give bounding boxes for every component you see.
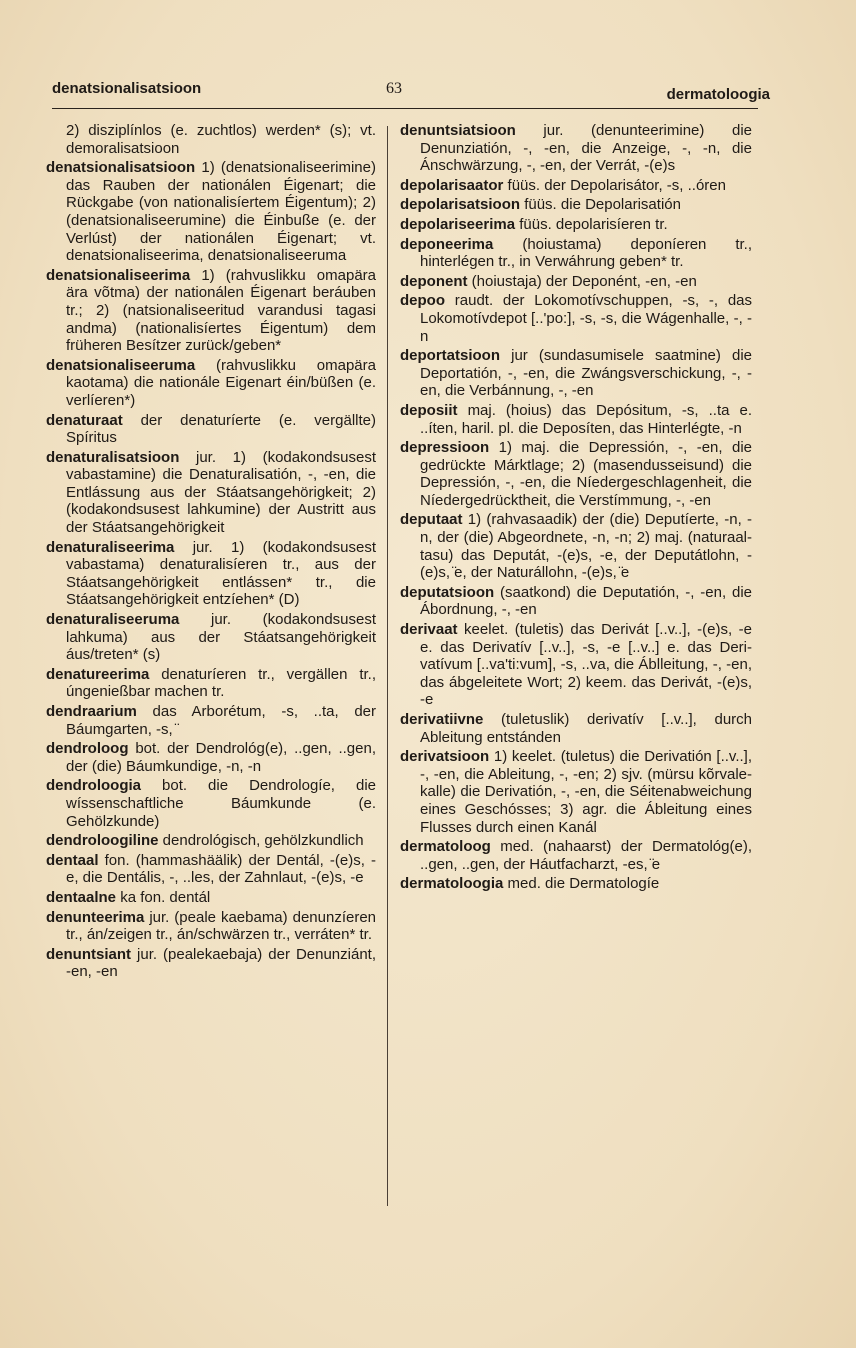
entry-headword: dendraarium [46,703,137,720]
entry-headword: denuntsiant [46,945,131,963]
entry-definition: bot. der Dendrológ(e), ..gen, ..gen, der (die) Báumkundige, -n, -n [66,740,376,775]
entry-headword: deposiit [400,401,458,419]
entry-definition: bot. die Dendrologíe, die wíssenschaftliche Báumkunde (e. Gehölzkunde) [66,777,376,830]
entry-definition: denaturíeren tr., vergällen tr., úngenießbar machen tr. [66,665,376,701]
entry-definition: jur. 1) (kodakondsusest vabastama) denaturalisíeren tr., aus der Stáatsangehörigkeit entlássen* tr., die Stáatsangehörigkeit entzíehen* (D) [66,538,376,609]
dictionary-entry [46,611,376,664]
dictionary-entry [400,196,752,214]
entry-headword: denatsionalisatsioon [46,159,196,177]
dictionary-entry [400,511,752,581]
entry-definition: der denaturíerte (e. vergällte) Spíritus [66,411,376,447]
entry-headword: denaturaliseeruma [46,611,180,629]
entry-headword: dendroloogia [46,777,141,795]
entry-definition: (rahvuslikku omapära kaotama) die nationále Eigenart éin/büßen (e. verlíeren*) [66,356,376,409]
entry-definition: füüs. depolarisíeren tr. [519,215,668,233]
dictionary-entry [400,439,752,509]
dictionary-entry [46,889,376,907]
entry-headword: deponent [400,272,468,290]
running-head-right: dermatoloogia [666,86,770,103]
dictionary-entry [46,909,376,944]
dictionary-entry [400,875,752,893]
entry-definition: 1) (rahvasaadik) der (die) Deputíerte, -n, -n, der (die) Abgeordnete, -n, -n; 2) maj. (naturaaltasu) das Deputát, -(e)s, -e, der Deputátlohn, -(e)s, ̈e, der Naturállohn, -(e)s, ̈e [420,511,752,582]
entry-definition: fon. (hammashäälik) der Dentál, -(e)s, -e, die Dentális, -, ..les, der Zahnlaut, -(e)s, -e [66,851,376,887]
dictionary-entry [46,159,376,265]
dictionary-entry [400,748,752,836]
entry-headword: denuntsiatsioon [400,122,516,139]
entry-definition: jur. 1) (kodakondsusest vabastamine) die Denaturalisatión, -, -en, die Entlássung aus der Stáatsangehörigkeit; 2) (kodakondsusest lahkumine) der Austritt aus der Stáatsangehörigkeit [66,448,376,537]
entry-headword: denunteerima [46,908,145,926]
entry-definition: dendrológisch, gehölzkundlich [162,832,364,850]
dictionary-entry [400,584,752,619]
entry-definition: füüs. die Depolarisatión [524,196,681,214]
dictionary-entry [400,122,752,175]
entry-headword: derivatsioon [400,748,490,766]
entry-definition: das Arborétum, -s, ..ta, der Báumgarten, -s, ̈ [66,703,377,738]
entry-definition: füüs. der Depolarisátor, -s, ..óren [507,176,726,194]
dictionary-entry [400,177,752,195]
dictionary-entry [46,122,376,157]
dictionary-entry [46,703,376,738]
dictionary-entry [400,711,752,746]
entry-headword: dendroloog [46,740,129,758]
running-head-left: denatsionalisatsioon [52,80,202,97]
dictionary-entry [400,236,752,271]
dictionary-entry [46,412,376,447]
entry-headword: deputatsioon [400,583,495,601]
entry-definition: jur. (pealekaebaja) der Denunziánt, -en, -en [66,945,377,981]
dictionary-entry [46,357,376,410]
page-header [52,78,770,109]
entry-headword: depoo [400,292,445,310]
entry-headword: denaturaliseerima [46,538,175,556]
dictionary-entry [46,852,376,887]
dictionary-entry [400,273,752,291]
entry-definition: (saatkond) die Deputatión, -, -en, die Ábordnung, -, -en [420,583,752,619]
entry-headword: denatureerima [46,665,150,683]
entry-headword: derivaat [400,621,458,639]
entry-definition: 1) (rahvuslikku omapära ära võtma) der nationálen Éigenart beráuben tr.; 2) (natsionaliseeritud varandusi tagasi andma) (nationalisíertes Éigentum) dem früheren Besítzer zurück/geben* [66,266,377,355]
column-divider [387,126,388,1206]
entry-headword: denaturalisatsioon [46,448,180,466]
entry-definition: jur. (kodakondsusest lahkuma) aus der Stáatsangehörigkeit áus/treten* (s) [66,611,377,664]
dictionary-entry [46,666,376,701]
right-column [400,122,752,895]
dictionary-entry [46,449,376,537]
dictionary-entry [400,292,752,345]
dictionary-entry [400,838,752,873]
entry-headword: depolarisatsioon [400,196,521,214]
entry-definition: ka fon. dentál [120,888,211,906]
entry-headword: dermatoloogia [400,875,504,893]
entry-headword: derivatiivne [400,711,484,728]
entry-headword: denaturaat [46,411,123,429]
entry-headword: dendroloogiline [46,832,159,850]
entry-definition: jur. (denunteerimine) die Denunziatión, -, -en, die Anzeige, -, -n, die Ánschwärzung, -, -en, der Verrát, -(e)s [420,122,752,175]
dictionary-entry [46,740,376,775]
entry-definition: 1) keelet. (tuletus) die Derivatión [..v..], -, -en, die Ableitung, -, -en; 2) sjv. (mürsu kõrvalekalle) die Derivatión, -, -en, die Séitenabweichung eines Geschósses; 3) agr. die Ábleitung eines Flusses durch einen Kanál [420,748,752,836]
entry-definition: keelet. (tuletis) das Derivát [..v..], -(e)s, -e e. das Derivatív [..v..], -s, -e [..v..] e. das Derivatívum [..va'ti:vum], -s, ..va, die Áblleitung, -, -en, das ábgeleitete Wort; 2) keem. das Derivát, -(e)s, -e [420,621,752,709]
left-column [46,122,376,983]
dictionary-entry [400,216,752,234]
dictionary-entry [400,347,752,400]
entry-definition: (tuletuslik) derivatív [..v..], durch Ableitung entstánden [420,711,752,746]
entry-headword: deportatsioon [400,347,500,365]
dictionary-entry [46,946,376,981]
entry-definition: med. (nahaarst) der Dermatológ(e), ..gen, ..gen, der Háutfacharzt, -es, ̈e [420,838,752,873]
entry-definition: 1) maj. die Depressión, -, -en, die gedrückte Márktlage; 2) (masendusseisund) die Depressión, -, -en, die Níedergeschlagenheit, die Níedergedrücktheit, die Verstímmung, -, -en [420,439,752,509]
dictionary-entry [46,539,376,609]
entry-definition: 1) (denatsionaliseerimine) das Rauben der nationálen Éigenart; die Rückgabe (von nationalisíertem Éigentum); 2) (denatsionaliseerumine) die Éinbuße (e. der Verlúst) der nationálen Éigenart; vt. denatsionaliseerima, denatsionaliseeruma [66,159,376,265]
entry-definition: 2) disziplínlos (e. zuchtlos) werden* (s); vt. demoralisatsioon [66,122,376,157]
entry-headword: deponeerima [400,235,494,253]
entry-definition: (hoiustaja) der Deponént, -en, -en [471,272,697,290]
entry-headword: depolariseerima [400,215,516,233]
entry-headword: depolarisaator [400,176,504,194]
entry-headword: dentaal [46,851,99,869]
dictionary-entry [46,832,376,850]
dictionary-entry [400,402,752,437]
entry-definition: med. die Dermatologíe [507,875,660,893]
dictionary-entry [400,621,752,709]
page-number: 63 [386,80,402,97]
entry-definition: raudt. der Lokomotívschuppen, -s, -, das Lokomotívdepot [..'po:], -s, -s, die Wágenhalle, -, -n [420,292,752,345]
entry-definition: jur (sundasumisele saatmine) die Deportatión, -, -en, die Zwángsverschickung, -, -en, die Verbánnung, -, -en [420,347,752,400]
entry-definition: (hoiustama) deponíeren tr., hinterlégen tr., in Verwáhrung geben* tr. [420,235,752,271]
dictionary-entry [46,777,376,830]
entry-headword: deputaat [400,511,463,529]
entry-definition: maj. (hoius) das Depósitum, -s, ..ta e. ..íten, haril. pl. die Deposíten, das Hinterlégte, -n [420,401,753,437]
dictionary-entry [46,267,376,355]
entry-headword: dentaalne [46,888,117,906]
entry-headword: depressioon [400,439,490,457]
entry-definition: jur. (peale kaebama) denunzíeren tr., án/zeigen tr., án/schwärzen tr., verráten* tr. [66,908,377,944]
entry-headword: denatsionaliseerima [46,266,191,284]
entry-headword: denatsionaliseeruma [46,356,196,374]
entry-headword: dermatoloog [400,838,491,856]
